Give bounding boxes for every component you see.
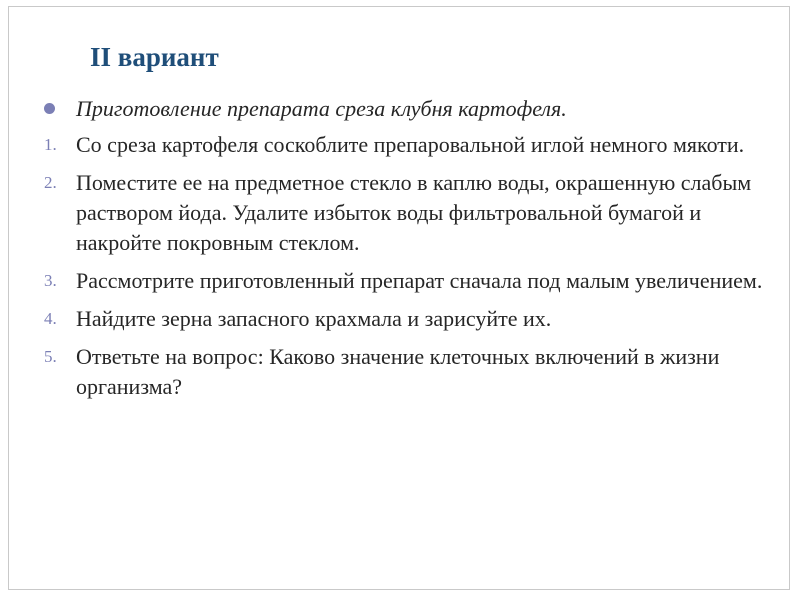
bullet-dot-icon	[44, 103, 55, 114]
step-item-5	[44, 342, 764, 402]
step-number: 4.	[44, 309, 57, 328]
step-number: 3.	[44, 271, 57, 290]
step-text: Рассмотрите приготовленный препарат сначала под малым увеличением.	[76, 268, 763, 293]
intro-text: Приготовление препарата среза клубня картофеля.	[76, 96, 567, 121]
step-number: 5.	[44, 347, 57, 366]
step-text: Со среза картофеля соскоблите препаровальной иглой немного мякоти.	[76, 132, 745, 157]
intro-bullet-item	[44, 94, 744, 124]
step-number: 1.	[44, 135, 57, 154]
slide-title: II вариант	[90, 42, 219, 72]
step-item-1	[44, 130, 764, 160]
step-item-4	[44, 304, 764, 334]
step-text: Поместите ее на предметное стекло в каплю воды, окрашенную слабым раствором йода. Удалите избыток воды фильтровальной бумагой и накройте покровным стеклом.	[76, 170, 752, 255]
step-text: Найдите зерна запасного крахмала и зарисуйте их.	[76, 306, 552, 331]
step-number: 2.	[44, 173, 57, 192]
step-item-2	[44, 168, 764, 258]
step-text: Ответьте на вопрос: Каково значение клеточных включений в жизни организма?	[76, 344, 720, 399]
steps-list	[44, 130, 764, 410]
step-item-3	[44, 266, 764, 296]
